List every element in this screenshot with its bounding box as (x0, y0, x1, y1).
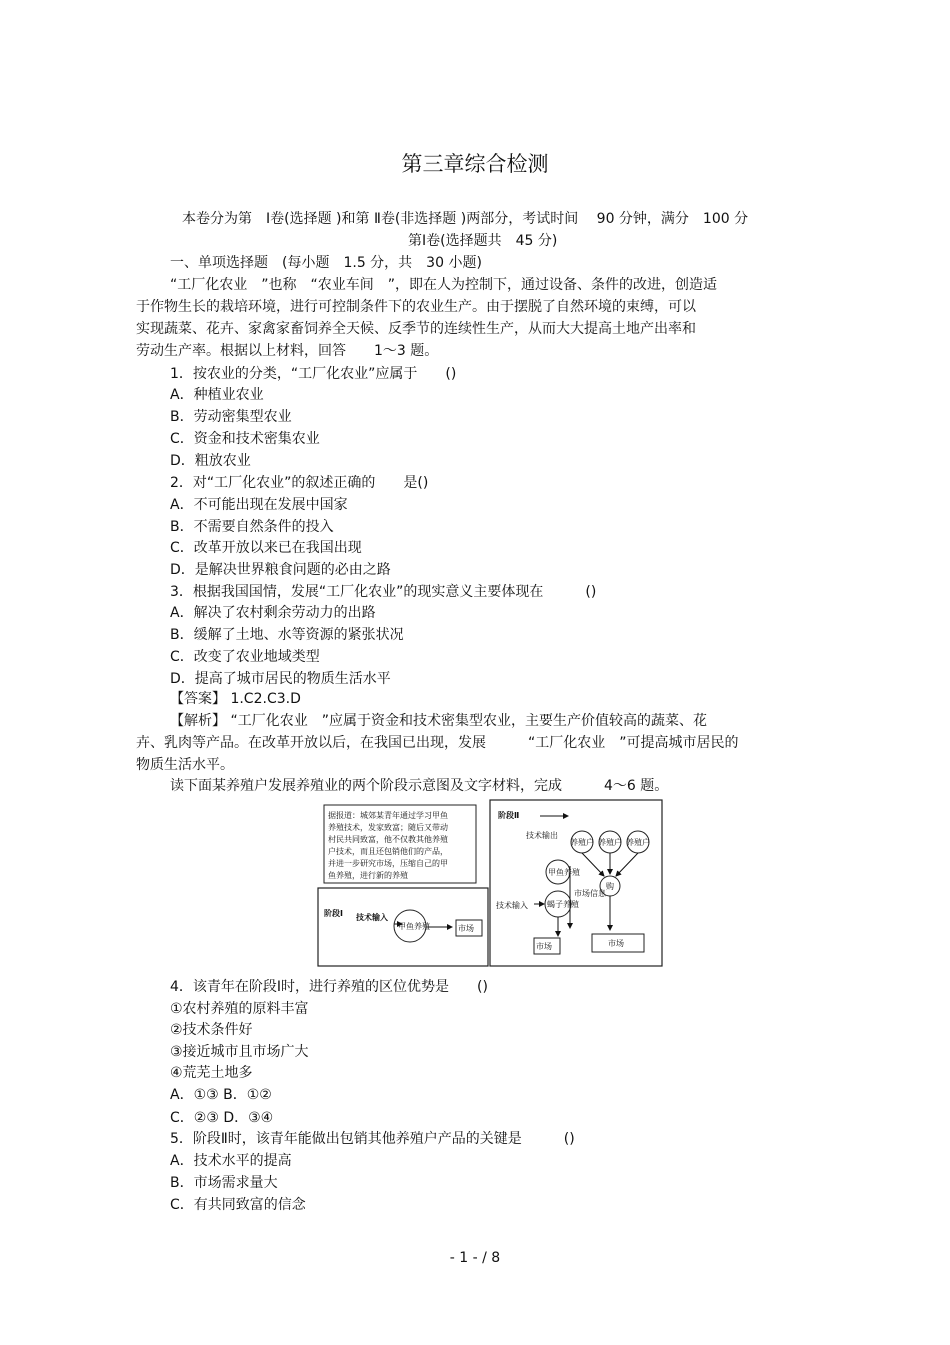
stage2-info: 市场信息 (574, 889, 606, 898)
report-line: 并进一步研究市场，压缩自己的甲 (328, 859, 448, 868)
q2-option: B．不需要自然条件的投入 (170, 519, 334, 535)
q3-stem: 3．根据我国国情，发展“工厂化农业”的现实意义主要体现在 () (170, 584, 597, 600)
analysis-line: 【解析】 “工厂化农业 ”应属于资金和技术密集型农业，主要生产价值较高的蔬菜、花 (170, 713, 707, 729)
passage1-line: 劳动生产率。根据以上材料，回答 1～3 题。 (136, 343, 439, 359)
stage2-tech-out: 技术输出 (526, 831, 558, 840)
q3-option: C．改变了农业地域类型 (170, 649, 320, 665)
page-title: 第三章综合检测 (401, 152, 549, 176)
report-line: 据报道：城郊某青年通过学习甲鱼 (328, 811, 448, 820)
svg-text:蝎子养殖 (547, 899, 579, 909)
svg-text:市场 (536, 941, 552, 951)
svg-text:市场 (458, 923, 474, 933)
svg-text:户技术，而且还包销他们的产品， (328, 846, 448, 857)
q2-option: D．是解决世界粮食问题的必由之路 (170, 562, 391, 578)
stage2-farmer: 养殖户 (598, 838, 622, 847)
stage1-market: 市场 (458, 924, 474, 933)
svg-text:市场 (608, 938, 624, 948)
stage2-farmer: 养殖户 (626, 838, 650, 847)
q2-option: C．改革开放以来已在我国出现 (170, 540, 362, 556)
q5-option: B．市场需求量大 (170, 1175, 278, 1191)
stage2-farmer: 养殖户 (570, 838, 594, 847)
report-line: 鱼养殖，进行新的养殖 (328, 871, 408, 880)
svg-text:购 (606, 881, 614, 891)
q1-option: D．粗放农业 (170, 453, 251, 469)
analysis-line: 物质生活水平。 (136, 757, 234, 773)
svg-text:据报道：城郊某青年通过学习甲鱼 (328, 810, 448, 820)
answer: 【答案】 1.C2.C3.D (170, 691, 301, 707)
report-line: 养殖技术，发家致富；随后又带动 (328, 823, 448, 832)
q1-option: B．劳动密集型农业 (170, 409, 292, 425)
svg-text:鱼养殖，进行新的养殖 (328, 870, 408, 881)
aquaculture-diagram (312, 796, 668, 971)
passage1-line: “工厂化农业 ”也称 “农业车间 ”，即在人为控制下，通过设备、条件的改进，创造适 (170, 277, 718, 293)
svg-text:养殖技术，发家致富；随后又带动 (328, 822, 448, 833)
report-line: 户技术，而且还包销他们的产品， (328, 847, 448, 856)
q3-option: B．缓解了土地、水等资源的紧张状况 (170, 627, 404, 643)
stage1-label: 阶段Ⅰ (324, 909, 343, 918)
stage2-scorpion: 蝎子养殖 (547, 900, 579, 909)
svg-text:阶段Ⅱ (498, 810, 519, 820)
passage1-line: 实现蔬菜、花卉、家禽家畜饲养全天候、反季节的连续性生产，从而大大提高土地产出率和 (136, 321, 696, 337)
stage2-market-small: 市场 (536, 942, 552, 951)
svg-text:养殖户 (598, 837, 622, 847)
stage2-market-big: 市场 (608, 939, 624, 948)
svg-text:并进一步研究市场，压缩自己的甲 (328, 858, 448, 869)
section-heading: 一、单项选择题 (每小题 1.5 分，共 30 小题) (170, 255, 482, 271)
svg-text:市场信息 (574, 888, 607, 898)
q4-item: ①农村养殖的原料丰富 (170, 1001, 309, 1017)
q4-option: A．①③ B．①② (170, 1087, 272, 1103)
q3-option: A．解决了农村剩余劳动力的出路 (170, 605, 376, 621)
q1-option: A．种植业农业 (170, 387, 264, 403)
svg-text:村民共同致富，他不仅教其他养殖 (328, 834, 448, 845)
q4-item: ③接近城市且市场广大 (170, 1044, 309, 1060)
svg-text:技术输出 (526, 830, 558, 840)
svg-text:养殖户 (626, 837, 650, 847)
q1-stem: 1．按农业的分类，“工厂化农业”应属于 () (170, 366, 457, 382)
svg-text:养殖户 (570, 837, 594, 847)
svg-text:阶段Ⅰ (324, 908, 343, 918)
analysis-line: 卉、乳肉等产品。在改革开放以后，在我国已出现，发展 “工厂化农业 ”可提高城市居民的 (136, 735, 739, 751)
q4-option: C．②③ D．③④ (170, 1110, 274, 1126)
q2-option: A．不可能出现在发展中国家 (170, 497, 348, 513)
svg-text:甲鱼养殖 (548, 867, 580, 877)
q2-stem: 2．对“工厂化农业”的叙述正确的 是() (170, 475, 429, 491)
stage2-tech-in: 技术输入 (496, 901, 528, 910)
intro-line-2: 第Ⅰ卷(选择题共 45 分) (408, 233, 558, 249)
passage2: 读下面某养殖户发展养殖业的两个阶段示意图及文字材料，完成 4～6 题。 (170, 778, 669, 794)
stage2-buy: 购 (606, 882, 614, 891)
passage1-line: 于作物生长的栽培环境，进行可控制条件下的农业生产。由于摆脱了自然环境的束缚，可以 (136, 299, 696, 315)
stage2-label: 阶段Ⅱ (498, 811, 520, 820)
q5-option: C．有共同致富的信念 (170, 1197, 306, 1213)
q5-stem: 5．阶段Ⅱ时，该青年能做出包销其他养殖户产品的关键是 () (170, 1131, 575, 1147)
stage2-box (490, 800, 662, 966)
page-number: - 1 - / 8 (449, 1250, 501, 1266)
q4-item: ②技术条件好 (170, 1022, 253, 1038)
svg-text:技术输入 (496, 900, 528, 910)
svg-text:甲鱼养殖 (398, 921, 430, 931)
stage1-tech-in: 技术输入 (356, 913, 388, 922)
svg-text:技术输入 (355, 912, 388, 922)
q3-option: D．提高了城市居民的物质生活水平 (170, 671, 391, 687)
stage1-turtle: 甲鱼养殖 (398, 922, 430, 931)
q5-option: A．技术水平的提高 (170, 1153, 292, 1169)
report-line: 村民共同致富，他不仅教其他养殖 (328, 835, 448, 844)
q1-option: C．资金和技术密集农业 (170, 431, 320, 447)
q4-item: ④荒芜土地多 (170, 1065, 253, 1081)
q4-stem: 4．该青年在阶段Ⅰ时，进行养殖的区位优势是 () (170, 979, 488, 995)
stage2-turtle: 甲鱼养殖 (548, 868, 580, 877)
intro-line-1: 本卷分为第 Ⅰ卷(选择题 )和第 Ⅱ卷(非选择题 )两部分，考试时间 90 分钟，满分 100 分 (182, 211, 749, 227)
